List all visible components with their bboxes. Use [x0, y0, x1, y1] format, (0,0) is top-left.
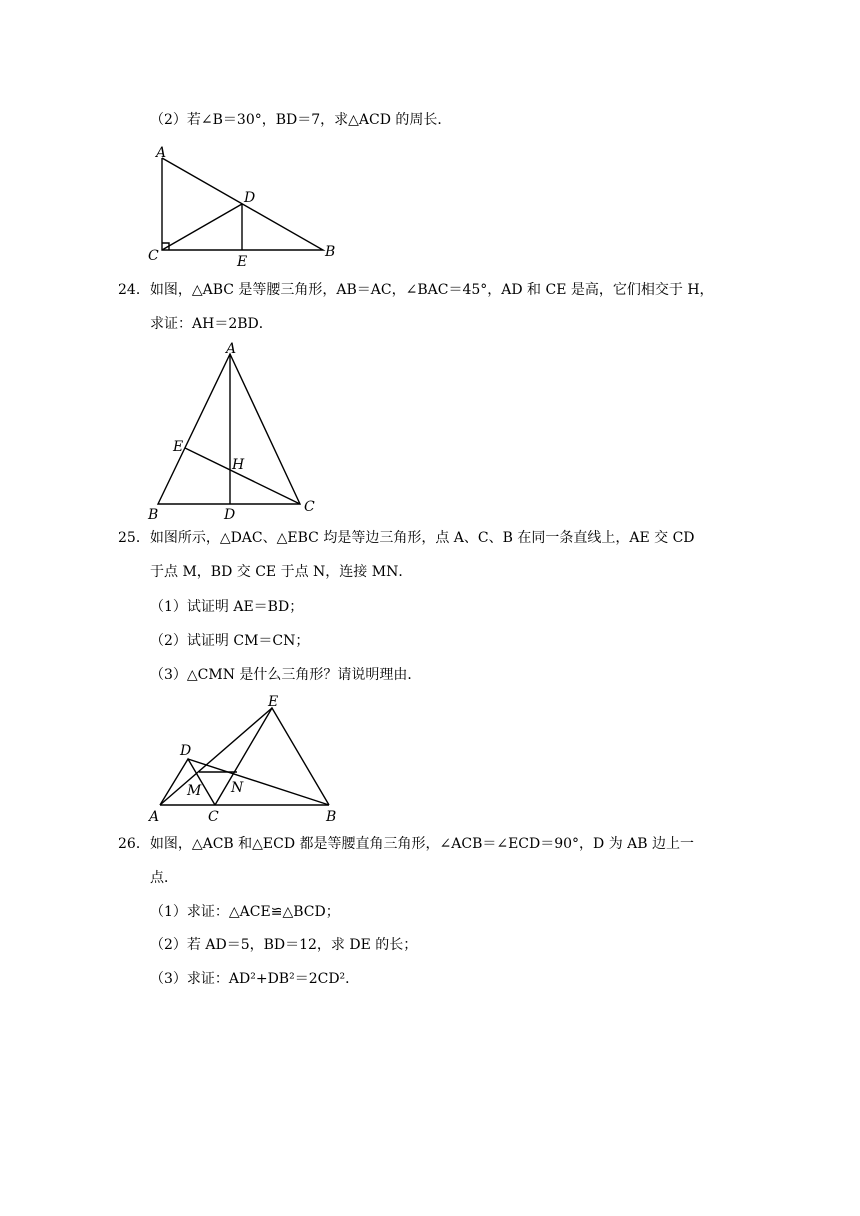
fig23-segment-cd: [162, 204, 242, 250]
q25-part2: （2）试证明 CM＝CN；: [150, 633, 310, 649]
fig24-label-d: D: [224, 507, 236, 523]
fig24-label-c: C: [304, 499, 315, 515]
q25-text-2: 于点 M，BD 交 CE 于点 N，连接 MN．: [150, 564, 413, 580]
q26-part2: （2）若 AD＝5，BD＝12，求 DE 的长；: [150, 937, 418, 953]
q25-part3: （3）△CMN 是什么三角形？请说明理由．: [150, 667, 422, 683]
q24-text-1: 24．如图，△ABC 是等腰三角形，AB＝AC，∠BAC＝45°，AD 和 CE 是高，它们相交于 H，: [118, 282, 714, 298]
fig25-label-e: E: [268, 694, 279, 710]
fig25-label-c: C: [208, 809, 219, 825]
fig23-label-b: B: [325, 244, 336, 260]
fig25-label-d: D: [180, 743, 192, 759]
q23-part2: （2）若∠B＝30°，BD＝7，求△ACD 的周长．: [150, 112, 452, 128]
q24-text-2: 求证：AH＝2BD．: [150, 316, 273, 332]
q25-text-1: 25．如图所示，△DAC、△EBC 均是等边三角形，点 A、C、B 在同一条直线上，AE 交 CD: [118, 530, 695, 546]
fig23-label-c: C: [148, 248, 159, 264]
q26-text-2: 点．: [150, 870, 178, 886]
figure-q23: [140, 138, 350, 273]
fig25-label-b: B: [326, 809, 337, 825]
fig24-label-h: H: [232, 457, 245, 473]
fig25-label-m: M: [187, 783, 202, 799]
q26-part1: （1）求证：△ACE≌△BCD；: [150, 904, 340, 920]
figure-q25: [140, 688, 350, 828]
fig25-segment-bd: [188, 759, 329, 805]
fig24-label-b: B: [148, 507, 159, 523]
fig23-label-a: A: [156, 145, 167, 161]
q25-part1: （1）试证明 AE＝BD；: [150, 599, 304, 615]
figure-q24: [140, 338, 340, 526]
fig25-segment-ae: [160, 708, 272, 805]
fig24-triangle: [158, 354, 300, 504]
fig25-label-n: N: [231, 780, 244, 796]
fig23-label-d: D: [244, 190, 256, 206]
q26-text-1: 26．如图，△ACB 和△ECD 都是等腰直角三角形，∠ACB＝∠ECD＝90°，D 为 AB 边上一: [118, 836, 695, 852]
fig25-label-a: A: [149, 809, 160, 825]
q26-part3: （3）求证：AD²+DB²＝2CD²．: [150, 971, 360, 987]
fig23-label-e: E: [237, 254, 248, 270]
fig24-label-e: E: [173, 439, 184, 455]
fig24-label-a: A: [226, 341, 237, 357]
